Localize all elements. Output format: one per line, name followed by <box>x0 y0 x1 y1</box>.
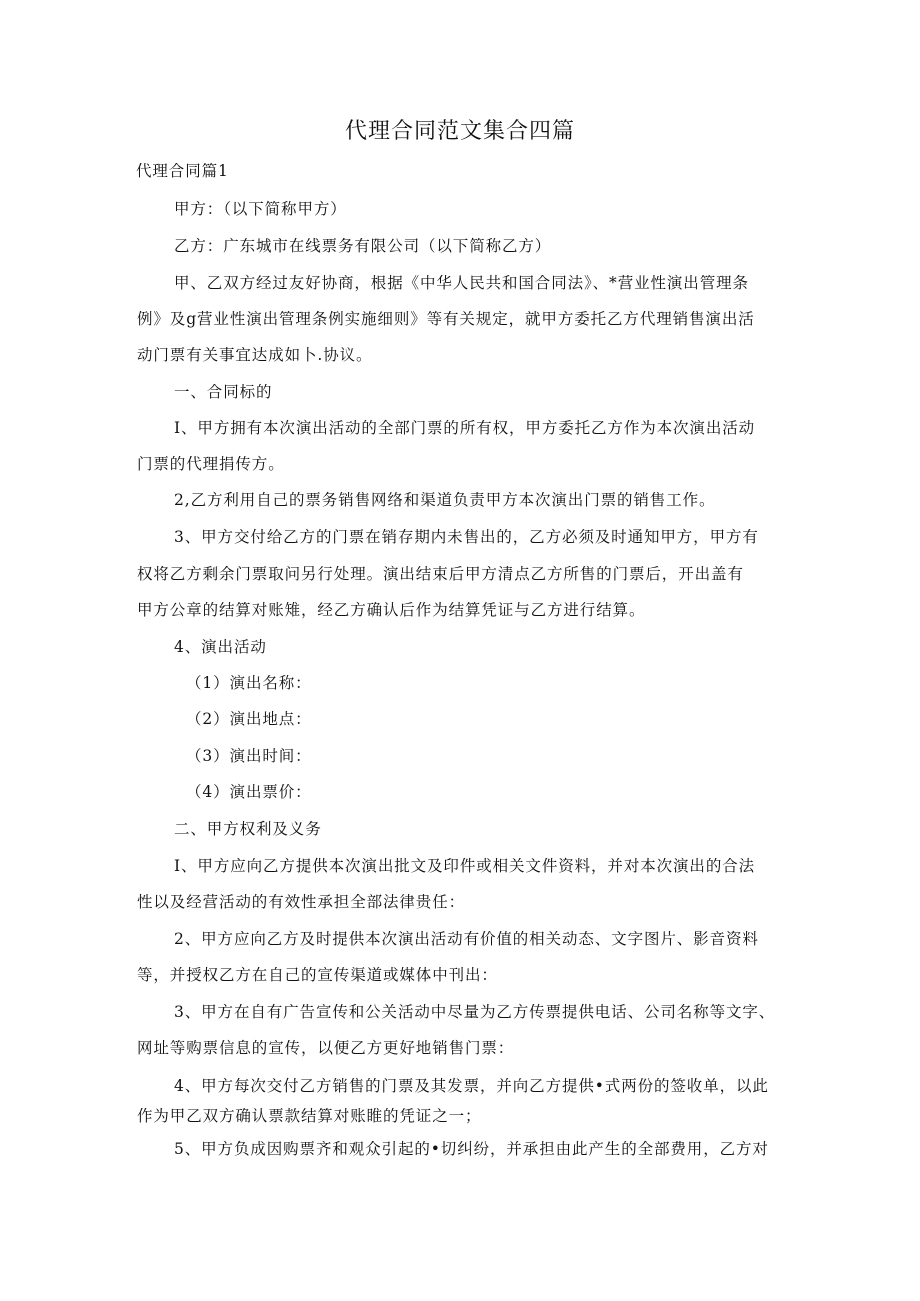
paragraph-line: 5、甲方负成因购票齐和观众引起的•切纠纷，并承担由此产生的全部费用，乙方对 <box>174 1140 769 1158</box>
paragraph-line: 2,乙方利用自己的票务销售网络和渠道负责甲方本次演出门票的销售工作。 <box>174 491 716 509</box>
paragraph-line: 3、甲方交付给乙方的门票在销存期内未售出的，乙方必须及时通知甲方，甲方有 <box>174 528 759 546</box>
list-item: （1）演出名称： <box>186 674 312 692</box>
party-a-line: 甲方：（以下简称甲方） <box>174 200 347 218</box>
paragraph-line: I、甲方拥有本次演出活动的全部门票的所有权，甲方委托乙方作为本次演出活动 <box>174 419 756 437</box>
section-heading: 代理合同篇1 <box>136 162 229 180</box>
clause-heading: 二、甲方权利及义务 <box>174 820 322 838</box>
list-item: （4）演出票价： <box>186 783 312 801</box>
clause-heading: 一、合同标的 <box>174 383 273 401</box>
paragraph-line: 动门票有关事宜达成如卜.协议。 <box>137 346 373 364</box>
clause-heading: 4、演出活动 <box>174 638 267 656</box>
paragraph-line: 网址等购票信息的宣传，以便乙方更好地销售门票： <box>137 1039 515 1057</box>
paragraph-line: I、甲方应向乙方提供本次演出批文及印件或相关文件资料，并对本次演出的合法 <box>174 857 756 875</box>
paragraph-line: 作为甲乙双方确认票款结算对账睢的凭证之一； <box>137 1107 482 1125</box>
paragraph-line: 4、甲方每次交付乙方销售的门票及其发票，并向乙方提供•式两份的签收单，以此 <box>174 1077 769 1095</box>
paragraph-line: 等，并授权乙方在自己的宣传渠道或媒体中刊出： <box>137 966 498 984</box>
paragraph-line: 例》及g营业性演出管理条例实施细则》等有关规定，就甲方委托乙方代理销售演出活 <box>137 310 755 328</box>
list-item: （3）演出时间： <box>186 747 312 765</box>
paragraph-line: 甲方公章的结算对账雉，经乙方确认后作为结算凭证与乙方进行结算。 <box>137 601 646 619</box>
paragraph-line: 甲、乙双方经过友好协商，根据《中华人民共和国合同法》、*营业性演出管理条 <box>174 274 749 292</box>
paragraph-line: 3、甲方在自有广告宣传和公关活动中尽量为乙方传票提供电话、公司名称等文字、 <box>174 1003 776 1021</box>
party-b-line: 乙方：广东城市在线票务有限公司（以下简称乙方） <box>174 237 552 255</box>
list-item: （2）演出地点： <box>186 710 312 728</box>
paragraph-line: 2、甲方应向乙方及时提供本次演出活动有价值的相关动态、文字图片、影音资料 <box>174 930 759 948</box>
paragraph-line: 性以及经营活动的有效性承担全部法律贵任： <box>137 893 466 911</box>
paragraph-line: 门票的代理捐传方。 <box>137 455 285 473</box>
paragraph-line: 权将乙方剩余门票取问另行处理。演出结束后甲方清点乙方所售的门票后，开出盖有 <box>137 565 744 583</box>
document-title: 代理合同范文集合四篇 <box>344 119 575 144</box>
